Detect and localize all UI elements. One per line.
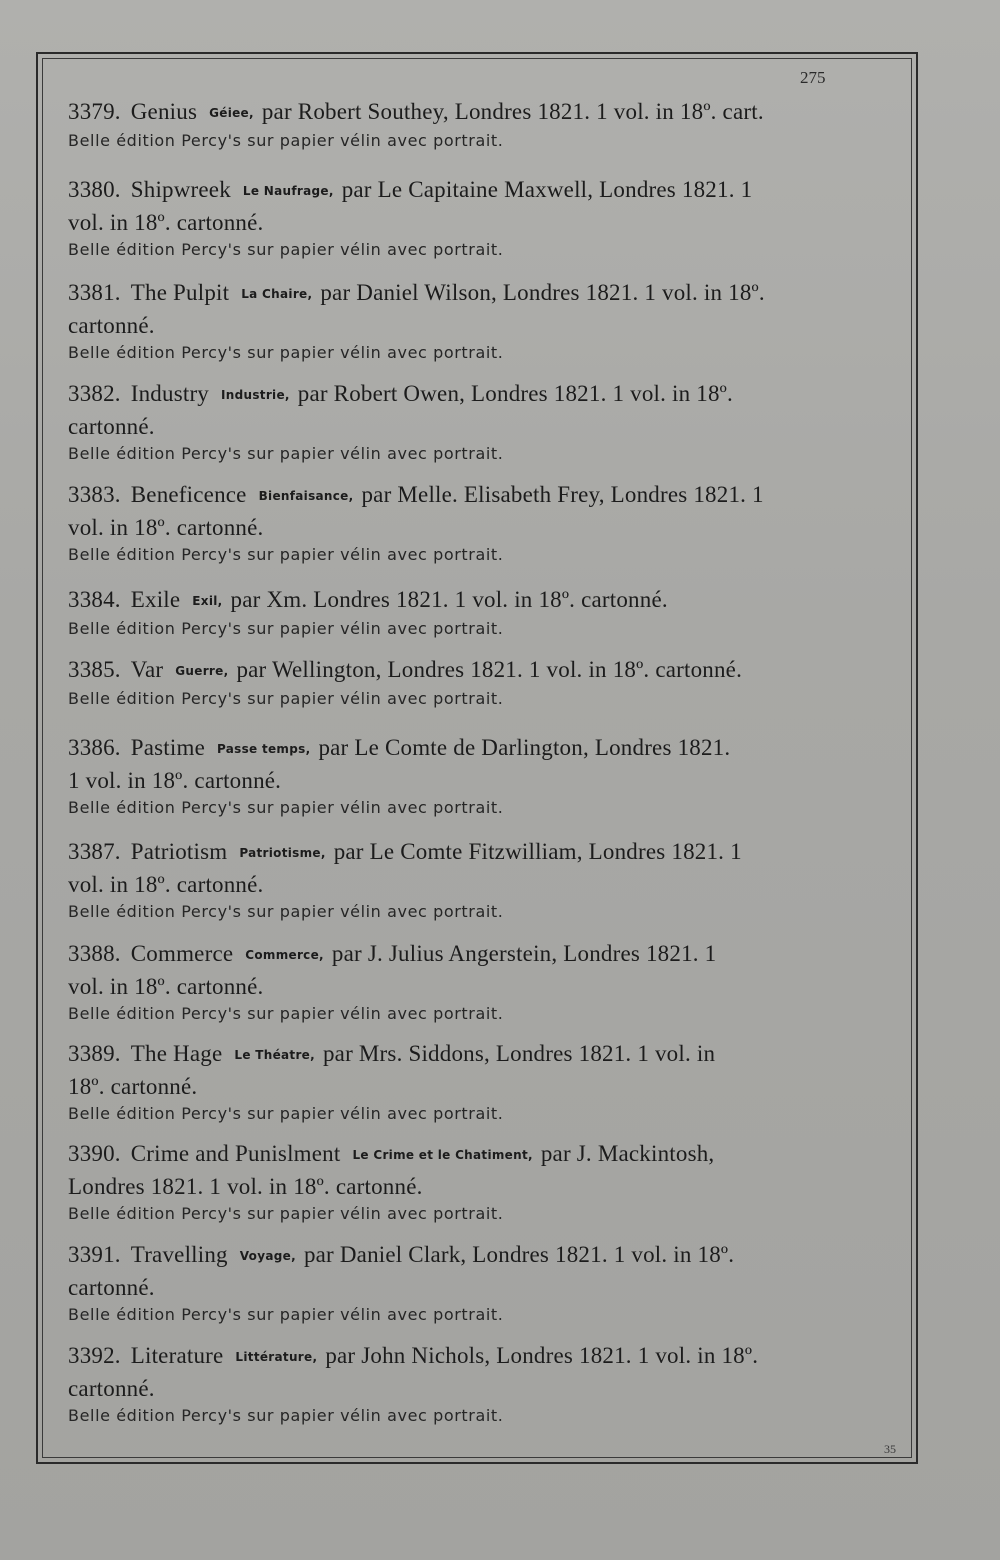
entry-french-title: Voyage, bbox=[239, 1249, 296, 1263]
entry-note: Belle édition Percy's sur papier vélin avec portrait. bbox=[68, 1204, 504, 1223]
entry-note: Belle édition Percy's sur papier vélin avec portrait. bbox=[68, 545, 504, 564]
signature-mark: 35 bbox=[884, 1442, 896, 1456]
entry-title: The Pulpit bbox=[130, 280, 230, 305]
entry-note: Belle édition Percy's sur papier vélin avec portrait. bbox=[68, 1104, 504, 1123]
entry-title: Pastime bbox=[130, 735, 205, 760]
entry-title: The Hage bbox=[130, 1041, 223, 1066]
catalog-entry bbox=[68, 479, 908, 567]
catalog-entry bbox=[68, 938, 908, 1026]
entry-note: Belle édition Percy's sur papier vélin avec portrait. bbox=[68, 1305, 504, 1324]
entry-title: Var bbox=[130, 657, 164, 682]
entry-details: par J. Mackintosh, bbox=[540, 1141, 715, 1166]
catalog-entry bbox=[68, 174, 908, 262]
entry-details-continued: vol. in 18º. cartonné. bbox=[68, 210, 264, 235]
entry-details-continued: 18º. cartonné. bbox=[68, 1074, 198, 1099]
entry-french-title: Le Naufrage, bbox=[242, 184, 334, 198]
entry-details-continued: vol. in 18º. cartonné. bbox=[68, 872, 264, 897]
entry-details: par Le Comte Fitzwilliam, Londres 1821. 1 bbox=[333, 839, 742, 864]
entry-note: Belle édition Percy's sur papier vélin avec portrait. bbox=[68, 1406, 504, 1425]
catalog-entry bbox=[68, 654, 908, 711]
catalog-entry bbox=[68, 277, 908, 365]
catalog-entry bbox=[68, 1138, 908, 1226]
entry-title: Crime and Punislment bbox=[130, 1141, 341, 1166]
entry-details: par Le Comte de Darlington, Londres 1821. bbox=[318, 735, 731, 760]
entry-french-title: Passe temps, bbox=[216, 742, 311, 756]
entry-note: Belle édition Percy's sur papier vélin avec portrait. bbox=[68, 619, 504, 638]
entry-details: par John Nichols, Londres 1821. 1 vol. in 18º. bbox=[325, 1343, 759, 1368]
entry-french-title: Exil, bbox=[192, 594, 223, 608]
entry-number: 3382. bbox=[68, 381, 121, 406]
entry-details: par J. Julius Angerstein, Londres 1821. 1 bbox=[331, 941, 717, 966]
entry-details: par Xm. Londres 1821. 1 vol. in 18º. cartonné. bbox=[230, 587, 668, 612]
entry-number: 3379. bbox=[68, 99, 121, 124]
catalog-entry bbox=[68, 378, 908, 466]
entry-details: par Robert Owen, Londres 1821. 1 vol. in 18º. bbox=[297, 381, 733, 406]
entry-number: 3391. bbox=[68, 1242, 121, 1267]
entry-note: Belle édition Percy's sur papier vélin avec portrait. bbox=[68, 240, 504, 259]
entry-details: par Daniel Clark, Londres 1821. 1 vol. in 18º. bbox=[303, 1242, 735, 1267]
entry-details-continued: vol. in 18º. cartonné. bbox=[68, 515, 264, 540]
catalog-entry bbox=[68, 836, 908, 924]
entry-french-title: La Chaire, bbox=[241, 287, 313, 301]
entry-title: Literature bbox=[130, 1343, 224, 1368]
catalog-entry bbox=[68, 1038, 908, 1126]
entry-french-title: Patriotisme, bbox=[239, 846, 326, 860]
catalog-entry bbox=[68, 732, 908, 820]
entry-details: par Mrs. Siddons, Londres 1821. 1 vol. in bbox=[322, 1041, 716, 1066]
entry-number: 3380. bbox=[68, 177, 121, 202]
catalog-entry bbox=[68, 1239, 908, 1327]
entry-french-title: Commerce, bbox=[245, 948, 324, 962]
catalog-entry bbox=[68, 1340, 908, 1428]
entry-details: par Le Capitaine Maxwell, Londres 1821. 1 bbox=[341, 177, 753, 202]
entry-title: Industry bbox=[130, 381, 210, 406]
entry-number: 3384. bbox=[68, 587, 121, 612]
entry-french-title: Littérature, bbox=[235, 1350, 318, 1364]
entry-title: Patriotism bbox=[130, 839, 228, 864]
entry-french-title: Le Théatre, bbox=[234, 1048, 315, 1062]
entry-french-title: Géiee, bbox=[209, 106, 254, 120]
entry-number: 3383. bbox=[68, 482, 121, 507]
entry-number: 3389. bbox=[68, 1041, 121, 1066]
entry-number: 3390. bbox=[68, 1141, 121, 1166]
entry-details-continued: 1 vol. in 18º. cartonné. bbox=[68, 768, 282, 793]
entry-french-title: Bienfaisance, bbox=[258, 489, 354, 503]
entry-details: par Robert Southey, Londres 1821. 1 vol. in 18º. cart. bbox=[261, 99, 764, 124]
entry-details: par Daniel Wilson, Londres 1821. 1 vol. in 18º. bbox=[320, 280, 765, 305]
entry-details: par Wellington, Londres 1821. 1 vol. in 18º. cartonné. bbox=[236, 657, 743, 682]
entry-note: Belle édition Percy's sur papier vélin avec portrait. bbox=[68, 1004, 504, 1023]
catalog-entry bbox=[68, 96, 908, 153]
entry-number: 3385. bbox=[68, 657, 121, 682]
entry-details-continued: cartonné. bbox=[68, 1376, 155, 1401]
entry-details-continued: vol. in 18º. cartonné. bbox=[68, 974, 264, 999]
entry-number: 3386. bbox=[68, 735, 121, 760]
catalog-entry bbox=[68, 584, 908, 641]
entry-title: Exile bbox=[130, 587, 181, 612]
entry-note: Belle édition Percy's sur papier vélin avec portrait. bbox=[68, 131, 504, 150]
entry-french-title: Industrie, bbox=[221, 388, 290, 402]
entry-title: Genius bbox=[130, 99, 198, 124]
entry-note: Belle édition Percy's sur papier vélin avec portrait. bbox=[68, 444, 504, 463]
entry-details: par Melle. Elisabeth Frey, Londres 1821. 1 bbox=[361, 482, 764, 507]
entry-number: 3381. bbox=[68, 280, 121, 305]
entry-note: Belle édition Percy's sur papier vélin avec portrait. bbox=[68, 798, 504, 817]
page-number: 275 bbox=[800, 68, 826, 87]
entry-title: Travelling bbox=[130, 1242, 228, 1267]
entry-details-continued: cartonné. bbox=[68, 313, 155, 338]
entry-note: Belle édition Percy's sur papier vélin avec portrait. bbox=[68, 689, 504, 708]
entry-number: 3388. bbox=[68, 941, 121, 966]
entry-details-continued: Londres 1821. 1 vol. in 18º. cartonné. bbox=[68, 1174, 423, 1199]
entry-note: Belle édition Percy's sur papier vélin avec portrait. bbox=[68, 902, 504, 921]
entry-title: Commerce bbox=[130, 941, 234, 966]
entry-number: 3387. bbox=[68, 839, 121, 864]
entry-french-title: Guerre, bbox=[175, 664, 229, 678]
entry-number: 3392. bbox=[68, 1343, 121, 1368]
entry-details-continued: cartonné. bbox=[68, 414, 155, 439]
entry-note: Belle édition Percy's sur papier vélin avec portrait. bbox=[68, 343, 504, 362]
entry-title: Beneficence bbox=[130, 482, 247, 507]
entry-details-continued: cartonné. bbox=[68, 1275, 155, 1300]
entry-french-title: Le Crime et le Chatiment, bbox=[352, 1148, 533, 1162]
entry-title: Shipwreek bbox=[130, 177, 231, 202]
